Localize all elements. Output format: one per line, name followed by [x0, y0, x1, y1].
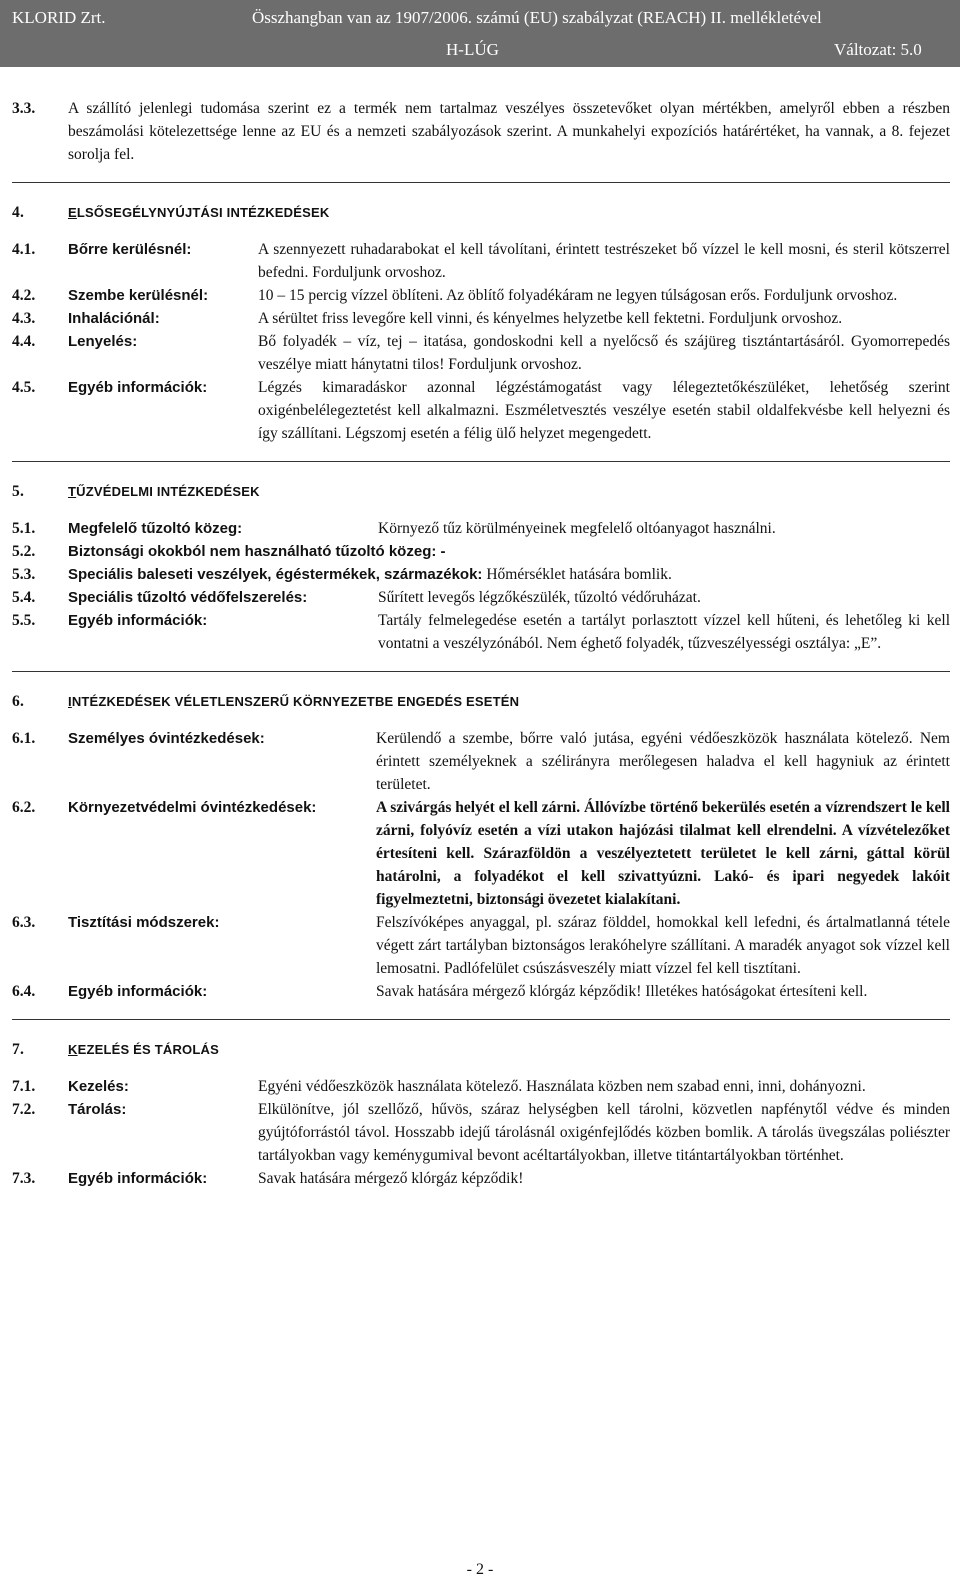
- item-number: 5.1.: [12, 520, 36, 537]
- list-item: [12, 796, 950, 911]
- paragraph-text: A szállító jelenlegi tudomása szerint ez a termék nem tartalmaz veszélyes összetevőket olyan mértékben, amelyről ebben a részben beszámolási kötelezettsége lenne az EU és a nemzeti szabályozások szerint. A munkahelyi expozíciós határértéket, ha vannak, a 8. fejezet sorolja fel.: [68, 100, 950, 163]
- list-item: [12, 330, 950, 376]
- item-label: Inhalációnál:: [68, 310, 160, 327]
- item-label: Tárolás:: [68, 1101, 127, 1118]
- section-title: NTÉZKEDÉSEK VÉLETLENSZERŰ KÖRNYEZETBE ENGEDÉS ESETÉN: [71, 694, 520, 709]
- list-item: [12, 376, 950, 445]
- list-item: [12, 727, 950, 796]
- section-number: 5.: [12, 483, 25, 500]
- item-number: 4.2.: [12, 287, 36, 304]
- item-number: 4.5.: [12, 379, 36, 396]
- section-title: ŰZVÉDELMI INTÉZKEDÉSEK: [76, 484, 260, 499]
- section-divider: [12, 461, 950, 462]
- item-label: Környezetvédelmi óvintézkedések:: [68, 799, 317, 816]
- item-label: Megfelelő tűzoltó közeg:: [68, 520, 243, 537]
- list-item: [12, 540, 950, 563]
- list-item: [12, 911, 950, 980]
- section-4-heading: [12, 201, 950, 224]
- item-label: Egyéb információk:: [68, 983, 208, 1000]
- document-header: [0, 0, 960, 67]
- section-title-initial: I: [68, 694, 72, 709]
- list-item: [12, 1098, 950, 1167]
- section-title: LSŐSEGÉLYNYÚJTÁSI INTÉZKEDÉSEK: [76, 205, 330, 220]
- list-item: [12, 586, 950, 609]
- item-number: 7.1.: [12, 1078, 36, 1095]
- item-number: 6.3.: [12, 914, 36, 931]
- section-6-heading: [12, 690, 950, 713]
- item-number: 6.4.: [12, 983, 36, 1000]
- item-value: 10 – 15 percig vízzel öblíteni. Az öblítő folyadékáram ne legyen túlságosan erős. Forduljunk orvoshoz.: [258, 287, 898, 304]
- item-label: Egyéb információk:: [68, 612, 208, 629]
- list-item: [12, 1167, 950, 1190]
- section-divider: [12, 182, 950, 183]
- list-item: [12, 563, 950, 586]
- item-label: Szembe kerülésnél:: [68, 287, 209, 304]
- section-title-initial: E: [68, 205, 77, 220]
- regulation-reference: Összhangban van az 1907/2006. számú (EU) szabályzat (REACH) II. mellékletével: [252, 8, 822, 27]
- item-label: Lenyelés:: [68, 333, 138, 350]
- item-value: Hőmérséklet hatására bomlik.: [486, 566, 672, 583]
- section-number: 4.: [12, 204, 25, 221]
- section-title-initial: T: [68, 484, 77, 499]
- item-number: 4.3.: [12, 310, 36, 327]
- item-value: A szivárgás helyét el kell zárni. Állóvízbe történő bekerülés esetén a vízrendszert le kell zárni, folyóvíz esetén a vízi utakon hajózási tilalmat kell elrendelni. A vízvételezőket értesíteni kell. Szárazföldön a veszélyeztetett területet le kell zárni, gáttal körül határolni, a folyadékot el kell szivattyúzni. Lakó- és ipari negyedek lakóit figyelmeztetni, biztonsági övezetet kialakítani.: [376, 799, 950, 908]
- list-item: [12, 517, 950, 540]
- section-divider: [12, 1019, 950, 1020]
- item-number: 5.3.: [12, 566, 36, 583]
- section-number: 7.: [12, 1041, 25, 1058]
- item-value: Savak hatására mérgező klórgáz képződik! Illetékes hatóságokat értesíteni kell.: [376, 983, 868, 1000]
- item-label: Speciális baleseti veszélyek, égéstermékek, származékok:: [68, 566, 483, 583]
- item-number: 4.4.: [12, 333, 36, 350]
- list-item: [12, 609, 950, 655]
- product-name: H-LÚG: [446, 40, 499, 59]
- item-number: 5.2.: [12, 543, 36, 560]
- section-number: 6.: [12, 693, 25, 710]
- list-item: [12, 1075, 950, 1098]
- page-number: - 2 -: [466, 1561, 494, 1578]
- item-value: A sérültet friss levegőre kell vinni, és kényelmes helyzetbe kell fektetni. Forduljunk orvoshoz.: [258, 310, 843, 327]
- item-label: Egyéb információk:: [68, 379, 208, 396]
- item-value: Bő folyadék – víz, tej – itatása, gondoskodni kell a nyelőcső és szájüreg tisztántartásáról. Gyomorrepedés veszélye miatt hánytatni tilos! Forduljunk orvoshoz.: [258, 333, 950, 373]
- item-number: 5.5.: [12, 612, 36, 629]
- section-5-heading: [12, 480, 950, 503]
- section-title: EZELÉS ÉS TÁROLÁS: [77, 1042, 219, 1057]
- paragraph-3-3: [12, 97, 950, 166]
- list-item: [12, 980, 950, 1003]
- item-value: Savak hatására mérgező klórgáz képződik!: [258, 1170, 524, 1187]
- item-label: Személyes óvintézkedések:: [68, 730, 265, 747]
- section-divider: [12, 671, 950, 672]
- item-value: Környező tűz körülményeinek megfelelő oltóanyagot használni.: [378, 520, 776, 537]
- item-value: Elkülönítve, jól szellőző, hűvös, száraz helységben kell tárolni, közvetlen napfénytől védve és minden gyújtóforrástól távol. Hosszabb idejű tárolásnál oxigénfejlődés közben bomlik. A tárolás üvegszálas poliészter tartályokban vagy keménygumival bevont acéltartályokban, illetve titántartályokban történhet.: [258, 1101, 950, 1164]
- list-item: [12, 284, 950, 307]
- section-4-items: [12, 238, 950, 445]
- item-number: 6.2.: [12, 799, 36, 816]
- item-label: Egyéb információk:: [68, 1170, 208, 1187]
- item-number: 5.4.: [12, 589, 36, 606]
- section-7-heading: [12, 1038, 950, 1061]
- section-5-items: [12, 517, 950, 655]
- item-value: Kerülendő a szembe, bőrre való jutása, egyéni védőeszközök használata kötelező. Nem érintett személyeknek a szélirányra merőlegesen haladva el kell hagyniuk az érintett területet.: [376, 730, 950, 793]
- item-label: Kezelés:: [68, 1078, 129, 1095]
- item-value: A szennyezett ruhadarabokat el kell távolítani, érintett testrészeket bő vízzel le kell mosni, és steril kötszerrel befedni. Forduljunk orvoshoz.: [258, 241, 950, 281]
- item-value: Tartály felmelegedése esetén a tartályt porlasztott vízzel kell hűteni, és lehetőleg ki kell vontatni a veszélyzónából. Nem éghető folyadék, tűzveszélyességi osztálya: „E”.: [378, 612, 950, 652]
- item-value: Egyéni védőeszközök használata kötelező. Használata közben nem szabad enni, inni, dohányozni.: [258, 1078, 866, 1095]
- item-value: Felszívóképes anyaggal, pl. száraz földdel, homokkal kell lefedni, és ártalmatlanná tétele végett zárt tartályban biztonságos lerakóhelyre szállítani. A maradék anyagot sok vízzel kell lemosatni. Padlófelület csúszásveszély miatt vízzel fel kell tisztítani.: [376, 914, 950, 977]
- item-number: 6.1.: [12, 730, 36, 747]
- item-number: 7.3.: [12, 1170, 36, 1187]
- company-name: KLORID Zrt.: [12, 8, 106, 27]
- item-value: Légzés kimaradáskor azonnal légzéstámogatást vagy lélegeztetőkészüléket, lehetőség szerint oxigénbelélegeztetést kell alkalmazni. Eszméletvesztés veszélye esetén stabil oldalfekvésbe kell helyezni és így szállítani. Légszomj esetén a félig ülő helyzet megengedett.: [258, 379, 950, 442]
- item-label: Biztonsági okokból nem használható tűzoltó közeg: -: [68, 543, 446, 560]
- section-title-initial: K: [68, 1042, 78, 1057]
- item-label: Speciális tűzoltó védőfelszerelés:: [68, 589, 308, 606]
- item-number: 7.2.: [12, 1101, 36, 1118]
- item-value: Sűrített levegős légzőkészülék, tűzoltó védőruházat.: [378, 589, 701, 606]
- item-label: Tisztítási módszerek:: [68, 914, 220, 931]
- list-item: [12, 238, 950, 284]
- version-label: Változat: 5.0: [834, 40, 922, 59]
- list-item: [12, 307, 950, 330]
- section-6-items: [12, 727, 950, 1003]
- item-number: 4.1.: [12, 241, 36, 258]
- paragraph-number: 3.3.: [12, 100, 36, 117]
- item-label: Bőrre kerülésnél:: [68, 241, 192, 258]
- section-7-items: [12, 1075, 950, 1190]
- document-body: [12, 97, 950, 1190]
